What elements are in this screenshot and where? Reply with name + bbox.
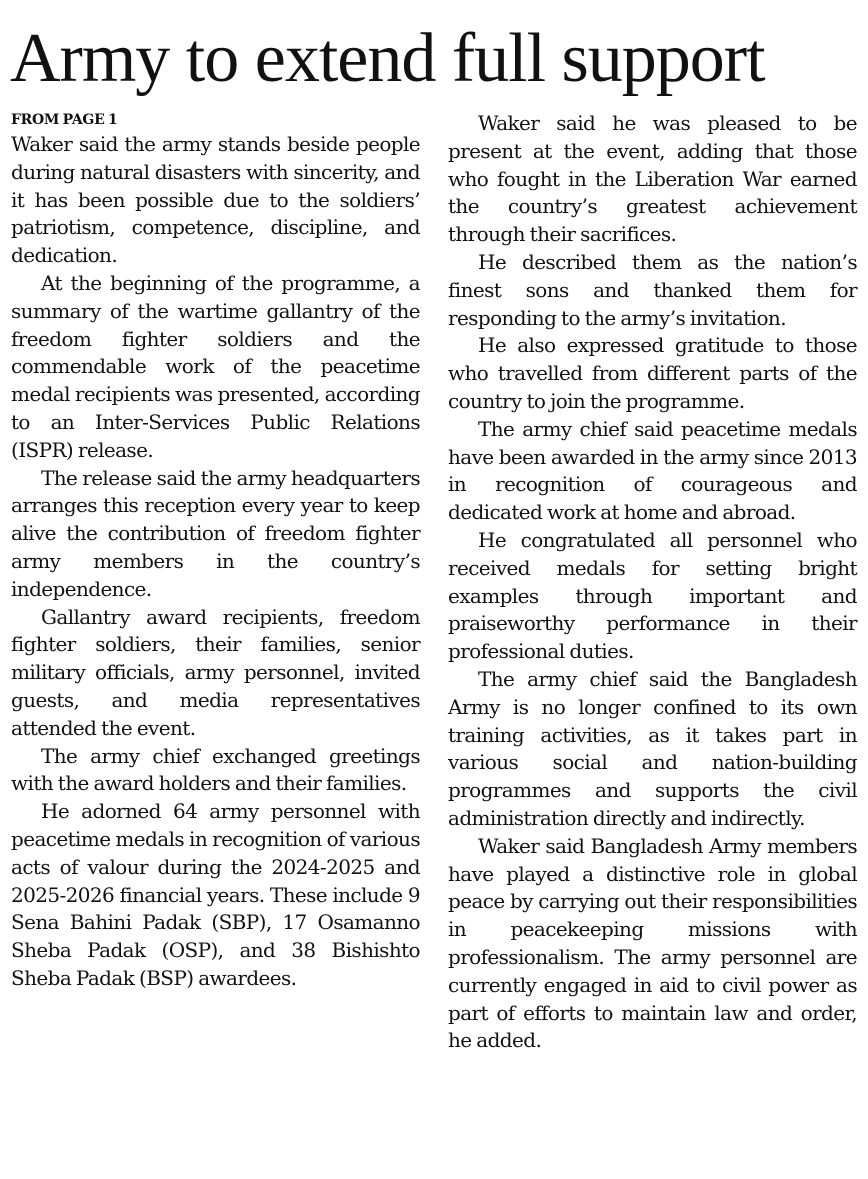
paragraph: Waker said the army stands beside people during natural disasters with sincerity, and it has been possible due to the soldiers’ patriotism, competence, discipline, and dedication.	[11, 132, 420, 268]
paragraph: Waker said Bangladesh Army members have played a distinctive role in global peace by carrying out their responsibilities in peacekeeping missions with professionalism. The army personnel are currently engaged in aid to civil power as part of efforts to maintain law and order, he added.	[448, 833, 857, 1053]
headline: Army to extend full support	[10, 20, 765, 97]
paragraph: He also expressed gratitude to those who travelled from different parts of the country to join the programme.	[448, 333, 857, 413]
paragraph: At the beginning of the programme, a summary of the wartime gallantry of the freedom fighter soldiers and the commendable work of the peacetime medal recipients was presented, according to an Inter-Services Public Relations (ISPR) release.	[11, 270, 420, 462]
article-column-right	[448, 110, 857, 1055]
paragraph: The army chief exchanged greetings with the award holders and their families.	[11, 743, 420, 796]
paragraph: He adorned 64 army personnel with peacetime medals in recognition of various acts of valour during the 2024-2025 and 2025-2026 financial years. These include 9 Sena Bahini Padak (SBP), 17 Osamanno Sheba Padak (OSP), and 38 Bishishto Sheba Padak (BSP) awardees.	[11, 799, 420, 990]
paragraph: The army chief said the Bangladesh Army is no longer confined to its own training activities, as it takes part in various social and nation-building programmes and supports the civil administration directly and indirectly.	[448, 666, 857, 830]
paragraph: He described them as the nation’s finest sons and thanked them for responding to the army’s invitation.	[448, 249, 857, 330]
dateline: FROM PAGE 1	[11, 112, 118, 128]
paragraph: Waker said he was pleased to be present at the event, adding that those who fought in the Liberation War earned the country’s greatest achievement through their sacrifices.	[448, 111, 857, 247]
paragraph: Gallantry award recipients, freedom fighter soldiers, their families, senior military officials, army personnel, invited guests, and media representatives attended the event.	[11, 604, 420, 740]
paragraph: He congratulated all personnel who received medals for setting bright examples through important and praiseworthy performance in their professional duties.	[448, 527, 857, 664]
article-column-left	[11, 110, 420, 993]
paragraph: The army chief said peacetime medals have been awarded in the army since 2013 in recognition of courageous and dedicated work at home and abroad.	[448, 416, 857, 525]
paragraph: The release said the army headquarters arranges this reception every year to keep alive the contribution of freedom fighter army members in the country’s independence.	[11, 465, 420, 601]
